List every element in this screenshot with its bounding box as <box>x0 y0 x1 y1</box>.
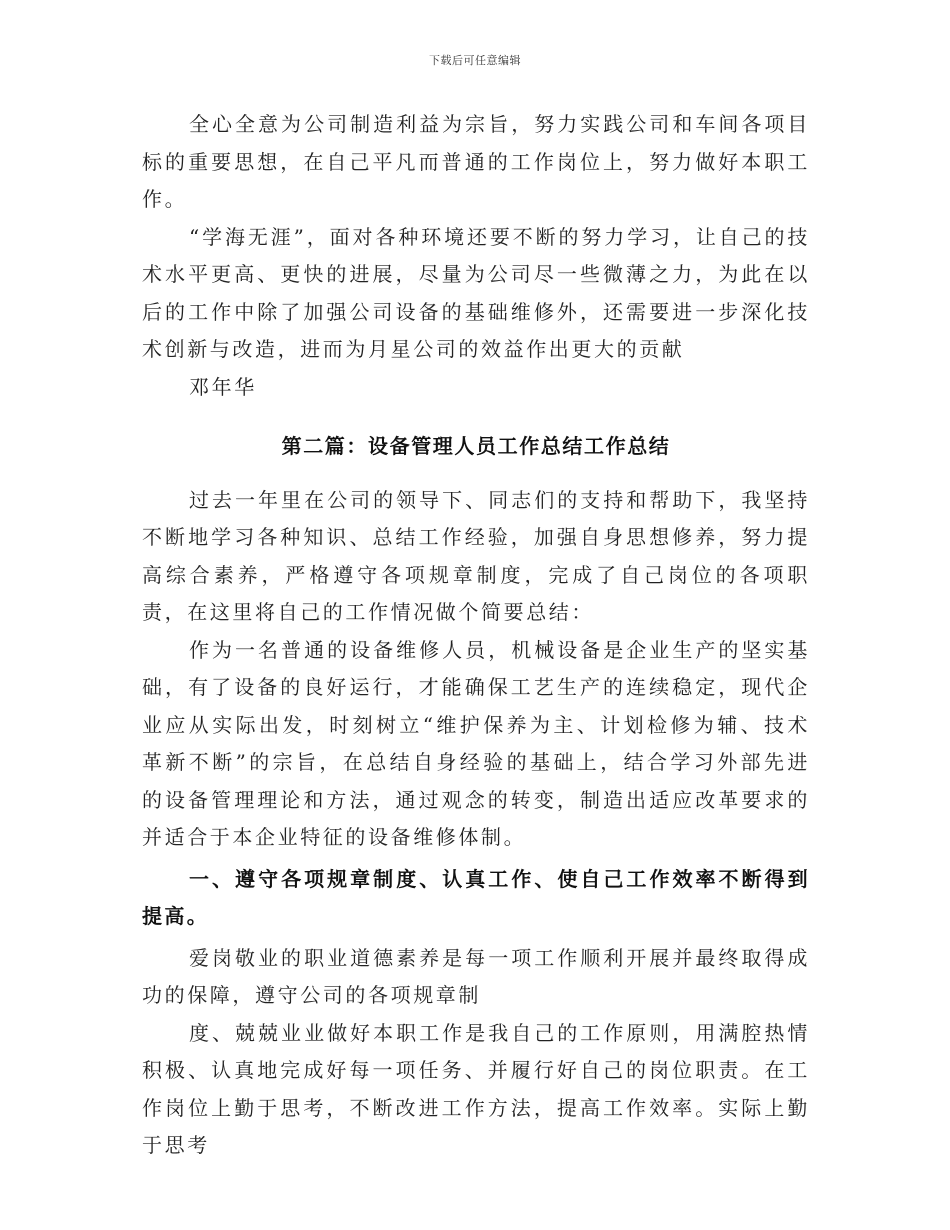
paragraph: 过去一年里在公司的领导下、同志们的支持和帮助下，我坚持不断地学习各种知识、总结工作经验，加强自身思想修养，努力提高综合素养，严格遵守各项规章制度，完成了自己岗位的各项职责，在这里将自己的工作情况做个简要总结： <box>142 487 810 624</box>
paragraph: 作为一名普通的设备维修人员，机械设备是企业生产的坚实基础，有了设备的良好运行，才能确保工艺生产的连续稳定，现代企业应从实际出发，时刻树立“维护保养为主、计划检修为辅、技术革新不断”的宗旨，在总结自身经验的基础上，结合学习外部先进的设备管理理论和方法，通过观念的转变，制造出适应改革要求的并适合于本企业特征的设备维修体制。 <box>142 637 810 849</box>
paragraph: “学海无涯”，面对各种环境还要不断的努力学习，让自己的技术水平更高、更快的进展，尽量为公司尽一些微薄之力，为此在以后的工作中除了加强公司设备的基础维修外，还需要进一步深化技术创新与改造，进而为月星公司的效益作出更大的贡献 <box>142 224 810 361</box>
subheading: 一、遵守各项规章制度、认真工作、使自己工作效率不断得到提高。 <box>142 866 810 928</box>
paragraph: 全心全意为公司制造利益为宗旨，努力实践公司和车间各项目标的重要思想，在自己平凡而普通的工作岗位上，努力做好本职工作。 <box>142 112 810 211</box>
document-body <box>142 106 810 1165</box>
section-title: 第二篇：设备管理人员工作总结工作总结 <box>281 434 671 458</box>
page-header: 下载后可任意编辑 <box>429 54 521 67</box>
paragraph: 度、兢兢业业做好本职工作是我自己的工作原则，用满腔热情积极、认真地完成好每一项任务、并履行好自己的岗位职责。在工作岗位上勤于思考，不断改进工作方法，提高工作效率。实际上勤于思考 <box>142 1020 810 1157</box>
paragraph: 爱岗敬业的职业道德素养是每一项工作顺利开展并最终取得成功的保障，遵守公司的各项规章制 <box>142 945 810 1007</box>
signature: 邓年华 <box>189 374 257 399</box>
